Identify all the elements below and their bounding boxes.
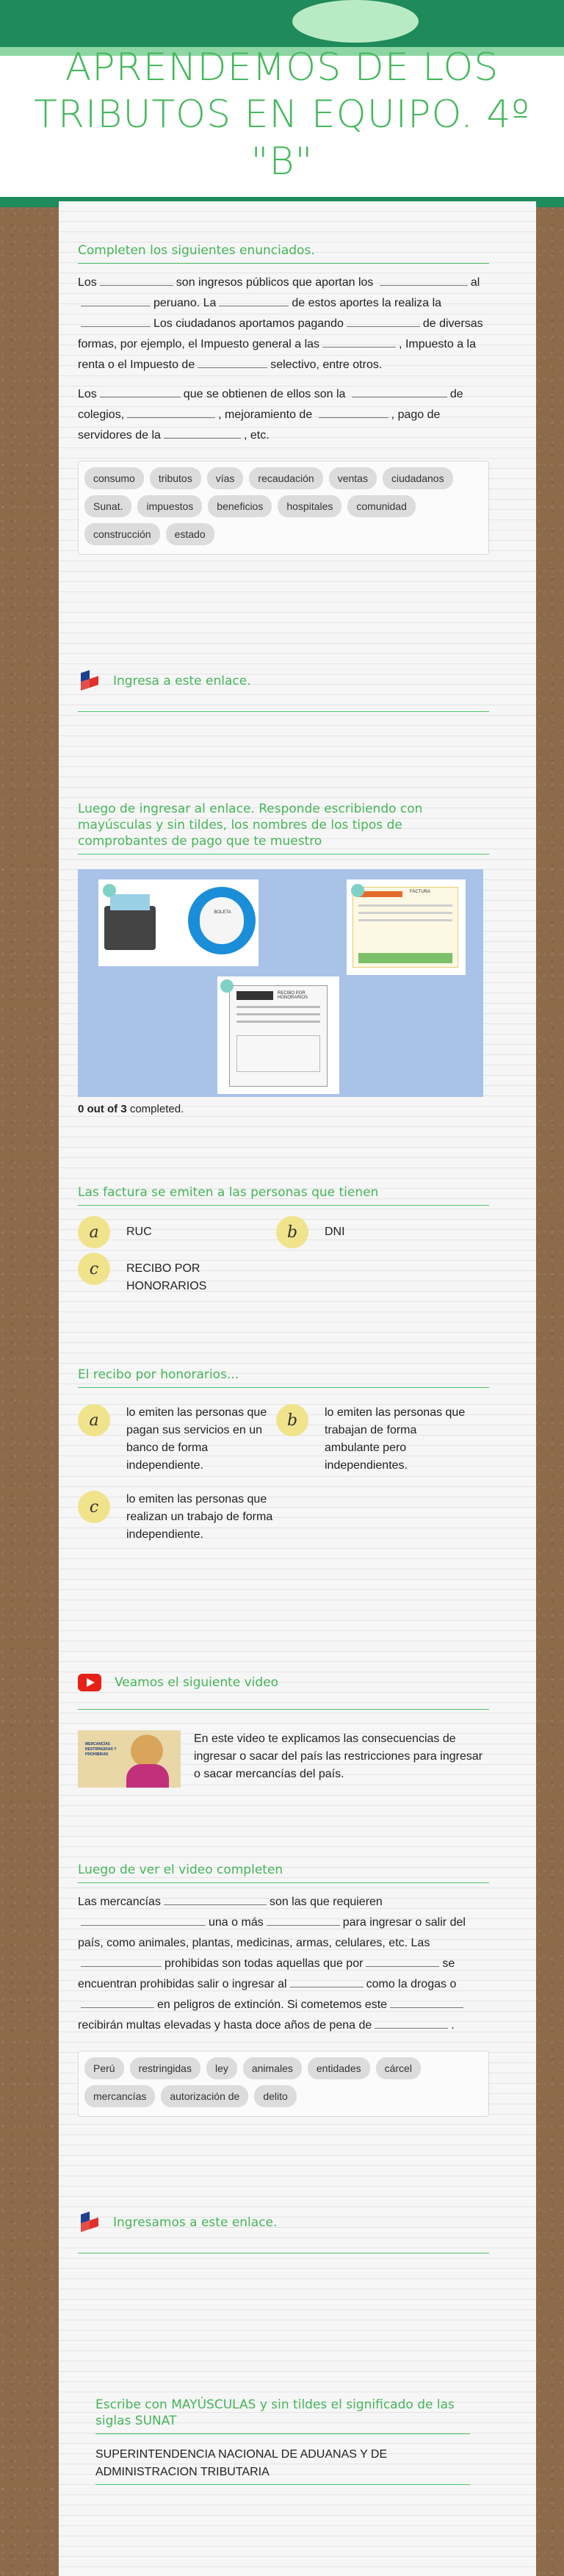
text-fragment: , mejoramiento de	[218, 409, 313, 421]
blank-input[interactable]	[81, 1996, 154, 2008]
blank-input[interactable]	[81, 1914, 206, 1926]
word-bank	[78, 461, 489, 555]
blank-input[interactable]	[127, 406, 215, 418]
video-link[interactable]	[78, 1674, 489, 1691]
progress-suffix: completed.	[129, 1103, 184, 1115]
blank-input[interactable]	[347, 315, 420, 327]
video-thumbnail[interactable]	[78, 1730, 181, 1788]
option-text: lo emiten las personas que realizan un trabajo de forma independiente.	[126, 1493, 273, 1541]
drop-target-dot[interactable]	[103, 884, 116, 897]
question-title: El recibo por honorarios...	[78, 1367, 489, 1388]
word-chip[interactable]: vías	[207, 467, 244, 489]
cash-register-image[interactable]: BOLETA	[98, 879, 258, 966]
drop-target-dot[interactable]	[220, 979, 234, 993]
blank-input[interactable]	[375, 2017, 448, 2029]
link-block-1	[78, 669, 489, 712]
option-letter: a	[78, 1404, 110, 1436]
word-chip[interactable]: restringidas	[130, 2057, 200, 2079]
word-chip[interactable]: hospitales	[278, 495, 341, 517]
word-chip[interactable]: construcción	[84, 523, 160, 545]
cash-register-icon	[104, 906, 156, 950]
text-fragment: de colegios,	[78, 388, 463, 421]
text-fragment: peruano. La	[153, 297, 217, 309]
text-fragment: al	[470, 276, 480, 289]
text-fragment: para ingresar o salir del país, como animales, plantas, medicinas, armas, celulares, etc. Las	[78, 1916, 466, 1949]
header-decoration	[292, 0, 419, 43]
option-letter: c	[78, 1253, 110, 1285]
text-fragment: son las que requieren	[269, 1896, 383, 1908]
thumbnail-caption: MERCANCÍAS RESTRINGIDAS Y PROHIBIDAS	[85, 1742, 117, 1757]
word-chip[interactable]: Perú	[84, 2057, 124, 2079]
text-fragment: son ingresos públicos que aportan los	[176, 276, 374, 289]
option-letter: a	[78, 1216, 110, 1248]
youtube-icon	[78, 1674, 101, 1691]
blank-input[interactable]	[164, 1893, 267, 1905]
question-title: Escribe con MAYÚSCULAS y sin tildes el significado de las siglas SUNAT	[95, 2397, 470, 2434]
character-body	[126, 1764, 169, 1788]
blank-input[interactable]	[100, 274, 173, 286]
blank-input[interactable]	[164, 427, 241, 439]
blank-input[interactable]	[322, 336, 396, 348]
option-text: lo emiten las personas que pagan sus servicios en un banco de forma independiente.	[126, 1406, 267, 1472]
fill-in-paragraph-3	[78, 1892, 489, 2036]
blank-input[interactable]	[100, 386, 181, 397]
text-fragment: prohibidas son todas aquellas que por	[164, 1957, 364, 1970]
text-fragment: Los ciudadanos aportamos pagando	[153, 317, 344, 330]
text-fragment: en peligros de extinción. Si cometemos este	[157, 1998, 388, 2011]
blank-input[interactable]	[198, 356, 267, 368]
question-title: Las factura se emiten a las personas que tienen	[78, 1184, 489, 1206]
word-chip[interactable]: ventas	[329, 467, 377, 489]
blank-input[interactable]	[380, 274, 468, 286]
progress-text	[78, 1103, 489, 1115]
blank-input[interactable]	[352, 386, 447, 397]
comprobantes-section	[78, 801, 489, 1115]
word-chip[interactable]: delito	[254, 2085, 296, 2107]
blank-input[interactable]	[81, 315, 151, 327]
word-chip[interactable]: consumo	[84, 467, 144, 489]
drop-target-dot[interactable]	[351, 884, 364, 897]
answer-field[interactable]: SUPERINTENDENCIA NACIONAL DE ADUANAS Y DE ADMINISTRACION TRIBUTARIA	[95, 2446, 470, 2485]
option-text: lo emiten las personas que trabajan de forma ambulante pero independientes.	[325, 1406, 466, 1472]
word-chip[interactable]: beneficios	[208, 495, 272, 517]
option-text: RECIBO POR HONORARIOS	[126, 1262, 207, 1292]
option-c[interactable]	[78, 1253, 276, 1295]
text-fragment: , etc.	[243, 429, 270, 442]
word-chip[interactable]: animales	[243, 2057, 302, 2079]
quiz-facturas	[78, 1184, 489, 1295]
text-fragment: .	[451, 2019, 455, 2032]
blank-input[interactable]	[366, 1955, 439, 1967]
option-c[interactable]	[78, 1491, 276, 1544]
word-chip[interactable]: tributos	[150, 467, 201, 489]
option-letter: b	[276, 1216, 308, 1248]
text-fragment: de estos aportes la realiza la	[292, 297, 442, 309]
blank-input[interactable]	[81, 295, 151, 306]
option-letter: b	[276, 1404, 308, 1436]
enlace-link[interactable]	[78, 669, 489, 694]
section-title: Completen los siguientes enunciados.	[78, 242, 489, 264]
sunat-logo-icon	[78, 2210, 100, 2235]
blank-input[interactable]	[290, 1976, 364, 1987]
text-fragment: de diversas formas, por ejemplo, el Impuesto general a las	[78, 317, 483, 350]
word-chip[interactable]: autorización de	[161, 2085, 248, 2107]
video-description: En este video te explicamos las consecuencias de ingresar o sacar del país las restricciones para ingresar o sacar mercancías del país.	[194, 1733, 483, 1780]
fill-in-section-1	[78, 242, 489, 555]
page-title: APRENDEMOS DE LOS TRIBUTOS EN EQUIPO. 4º "B"	[34, 46, 530, 184]
word-chip[interactable]: mercancías	[84, 2085, 155, 2107]
section-title: Luego de ver el video completen	[78, 1862, 489, 1883]
character-head	[131, 1735, 163, 1767]
text-fragment: que se obtienen de ellos son la	[183, 388, 346, 400]
text-fragment: selectivo, entre otros.	[270, 359, 383, 371]
fill-in-section-2	[78, 1862, 489, 2117]
blank-input[interactable]	[267, 1914, 340, 1926]
link-text[interactable]: Ingresa a este enlace.	[113, 674, 251, 688]
text-fragment: , Impuesto a la renta o el Impuesto de	[78, 338, 477, 371]
receipt-zoom-icon	[200, 897, 244, 944]
text-fragment: Las mercancías	[78, 1896, 161, 1908]
word-bank	[78, 2051, 489, 2117]
divider	[78, 1709, 489, 1710]
enlace-link[interactable]	[78, 2210, 489, 2235]
link-block-2	[78, 2210, 489, 2253]
word-chip[interactable]: comunidad	[347, 495, 416, 517]
option-a[interactable]	[78, 1216, 276, 1248]
link-text[interactable]: Veamos el siguiente video	[115, 1675, 279, 1690]
option-text: DNI	[325, 1226, 345, 1238]
option-b[interactable]	[276, 1404, 474, 1475]
text-fragment: , pago de servidores de la	[78, 409, 441, 442]
progress-count: 0 out of 3	[78, 1103, 127, 1115]
fill-in-paragraph-2	[78, 384, 489, 446]
blank-input[interactable]	[319, 406, 388, 418]
word-chip[interactable]: Sunat.	[84, 495, 131, 517]
drag-drop-panel[interactable]	[78, 869, 483, 1097]
text-fragment: recibirán multas elevadas y hasta doce años de pena de	[78, 2019, 372, 2032]
word-chip[interactable]: ley	[206, 2057, 237, 2079]
text-fragment: Los	[78, 388, 97, 400]
text-fragment: una o más	[209, 1916, 264, 1929]
word-chip[interactable]: cárcel	[376, 2057, 421, 2079]
option-a[interactable]	[78, 1404, 276, 1475]
section-title: Luego de ingresar al enlace. Responde escribiendo con mayúsculas y sin tildes, los nombres de los tipos de comprobantes de pago que te muestro	[78, 801, 489, 855]
blank-input[interactable]	[390, 1996, 463, 2008]
word-chip[interactable]: entidades	[308, 2057, 370, 2079]
header-band	[0, 0, 564, 47]
text-fragment: se encuentran prohibidas salir o ingresar al	[78, 1957, 455, 1990]
word-chip[interactable]: recaudación	[249, 467, 322, 489]
option-text: RUC	[126, 1226, 152, 1238]
invoice-image[interactable]: FACTURA	[347, 879, 466, 975]
blank-input[interactable]	[219, 295, 289, 306]
word-chip[interactable]: estado	[166, 523, 214, 545]
option-letter: c	[78, 1491, 110, 1523]
option-b[interactable]	[276, 1216, 474, 1248]
link-text[interactable]: Ingresamos a este enlace.	[113, 2215, 278, 2230]
sunat-question	[95, 2397, 470, 2485]
text-fragment: como la drogas o	[366, 1978, 457, 1990]
sunat-logo-icon	[78, 669, 100, 694]
text-fragment: Los	[78, 276, 97, 289]
word-chip[interactable]: impuestos	[137, 495, 202, 517]
word-chip[interactable]: ciudadanos	[383, 467, 453, 489]
blank-input[interactable]	[81, 1955, 162, 1967]
video-block	[78, 1674, 489, 1788]
fee-receipt-image[interactable]: RECIBO POR HONORARIOS	[217, 976, 339, 1094]
quiz-recibo-honorarios	[78, 1367, 489, 1544]
fill-in-paragraph-1	[78, 273, 489, 375]
divider	[78, 711, 489, 712]
